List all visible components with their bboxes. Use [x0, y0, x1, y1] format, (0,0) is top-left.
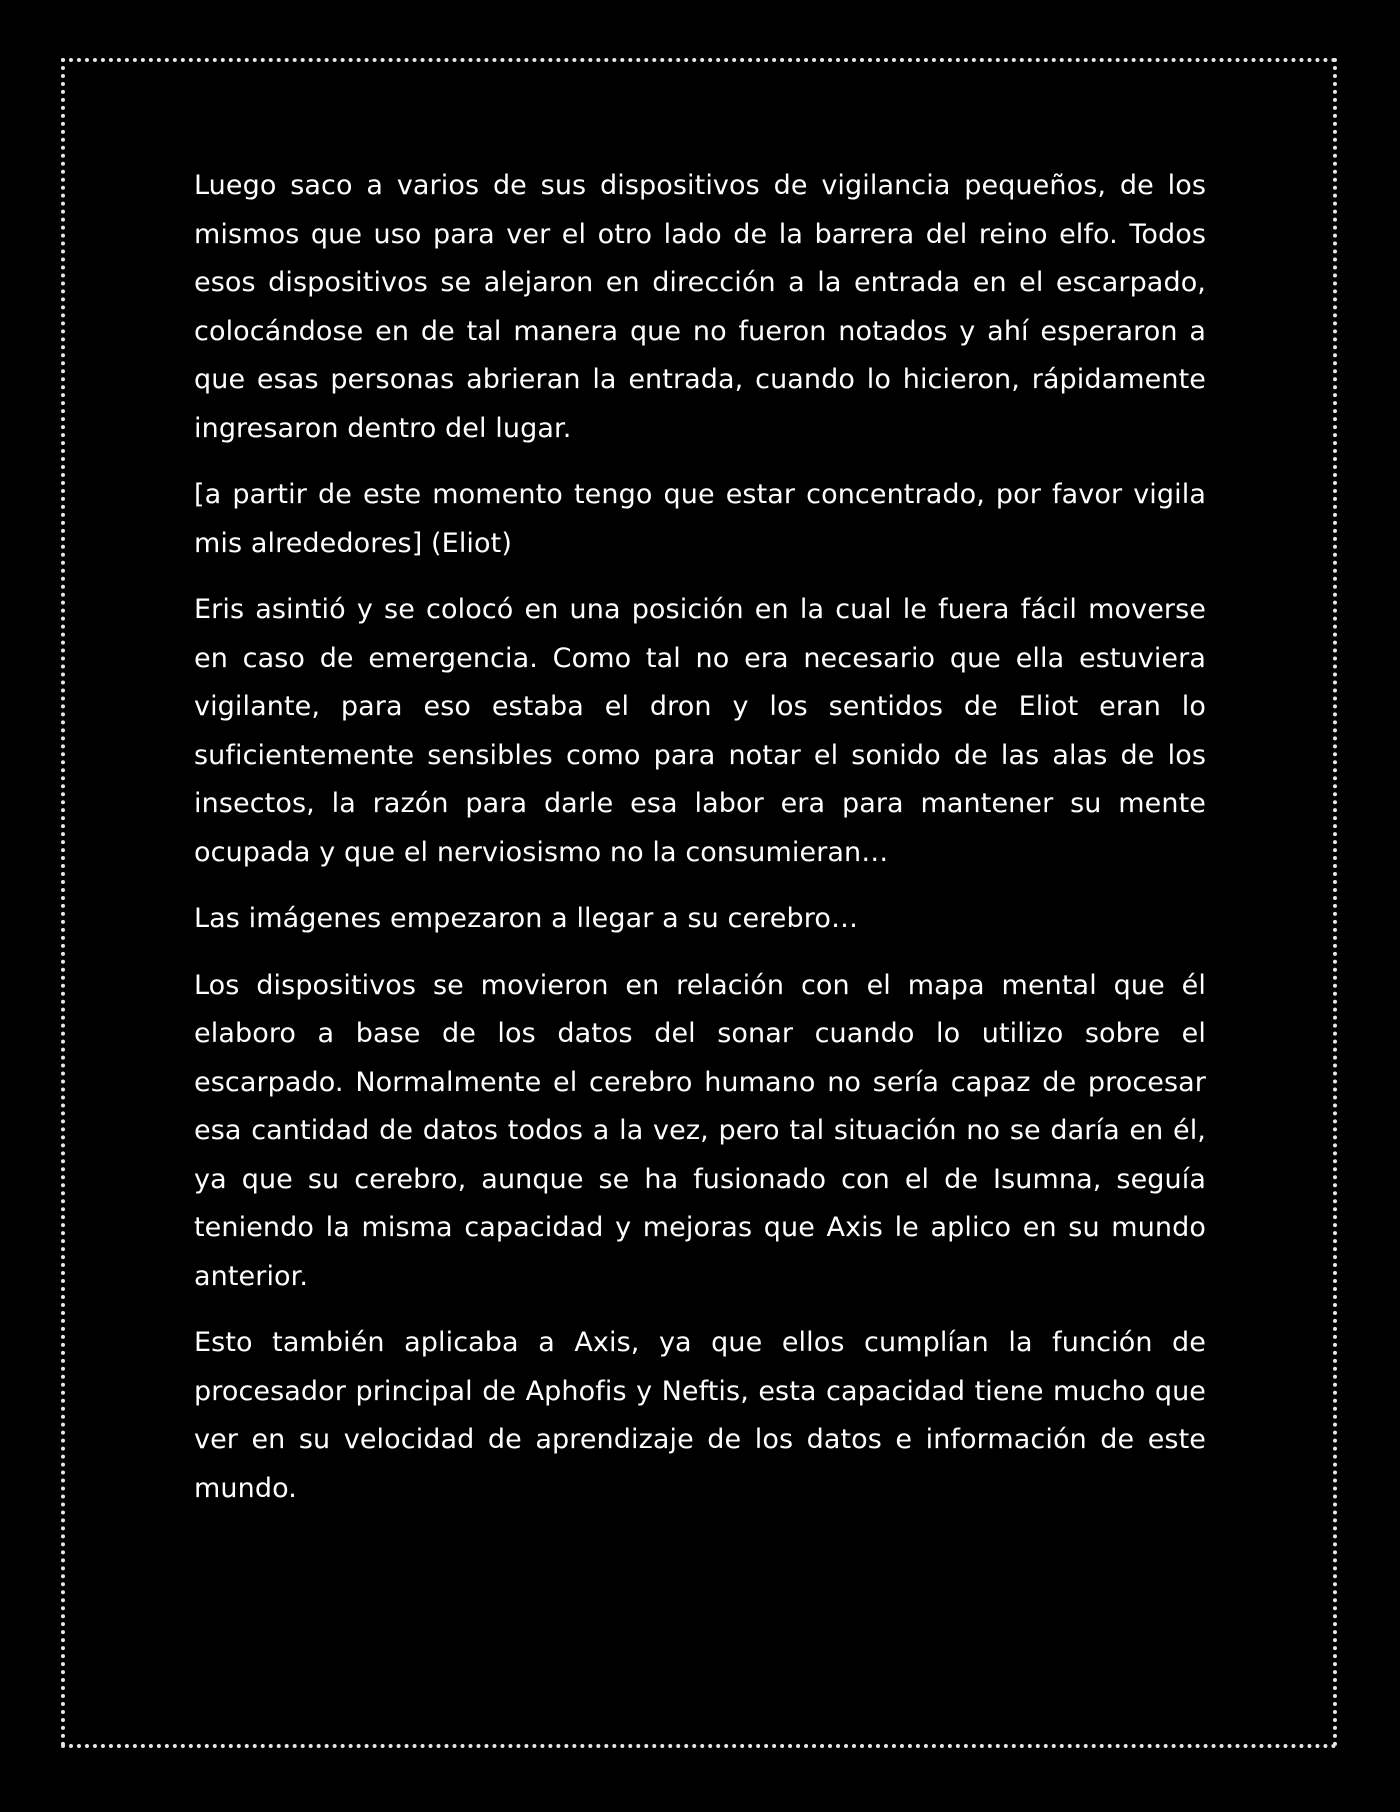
paragraph-2: [a partir de este momento tengo que estar concentrado, por favor vigila mis alrededores] (Eliot) [194, 479, 1206, 559]
paragraph-3: Eris asintió y se colocó en una posición en la cual le fuera fácil moverse en caso de emergencia. Como tal no era necesario que ella estuviera vigilante, para eso estaba el dron y los sentidos de Eliot eran lo suficientemente sensibles como para notar el sonido de las alas de los insectos, la razón para darle esa labor era para mantener su mente ocupada y que el nerviosismo no la consumieran… [194, 594, 1206, 868]
paragraph-6: Esto también aplicaba a Axis, ya que ellos cumplían la función de procesador principal de Aphofis y Neftis, esta capacidad tiene mucho que ver en su velocidad de aprendizaje de los datos e información de este mundo. [194, 1327, 1206, 1504]
paragraph-1: Luego saco a varios de sus dispositivos de vigilancia pequeños, de los mismos que uso para ver el otro lado de la barrera del reino elfo. Todos esos dispositivos se alejaron en dirección a la entrada en el escarpado, colocándose en de tal manera que no fueron notados y ahí esperaron a que esas personas abrieran la entrada, cuando lo hicieron, rápidamente ingresaron dentro del lugar. [194, 170, 1206, 444]
paragraph-5: Los dispositivos se movieron en relación con el mapa mental que él elaboro a base de los datos del sonar cuando lo utilizo sobre el escarpado. Normalmente el cerebro humano no sería capaz de procesar esa cantidad de datos todos a la vez, pero tal situación no se daría en él, ya que su cerebro, aunque se ha fusionado con el de Isumna, seguía teniendo la misma capacidad y mejoras que Axis le aplico en su mundo anterior. [194, 969, 1206, 1292]
paragraph-4: Las imágenes empezaron a llegar a su cerebro… [194, 903, 859, 934]
document-body [194, 162, 1206, 1531]
